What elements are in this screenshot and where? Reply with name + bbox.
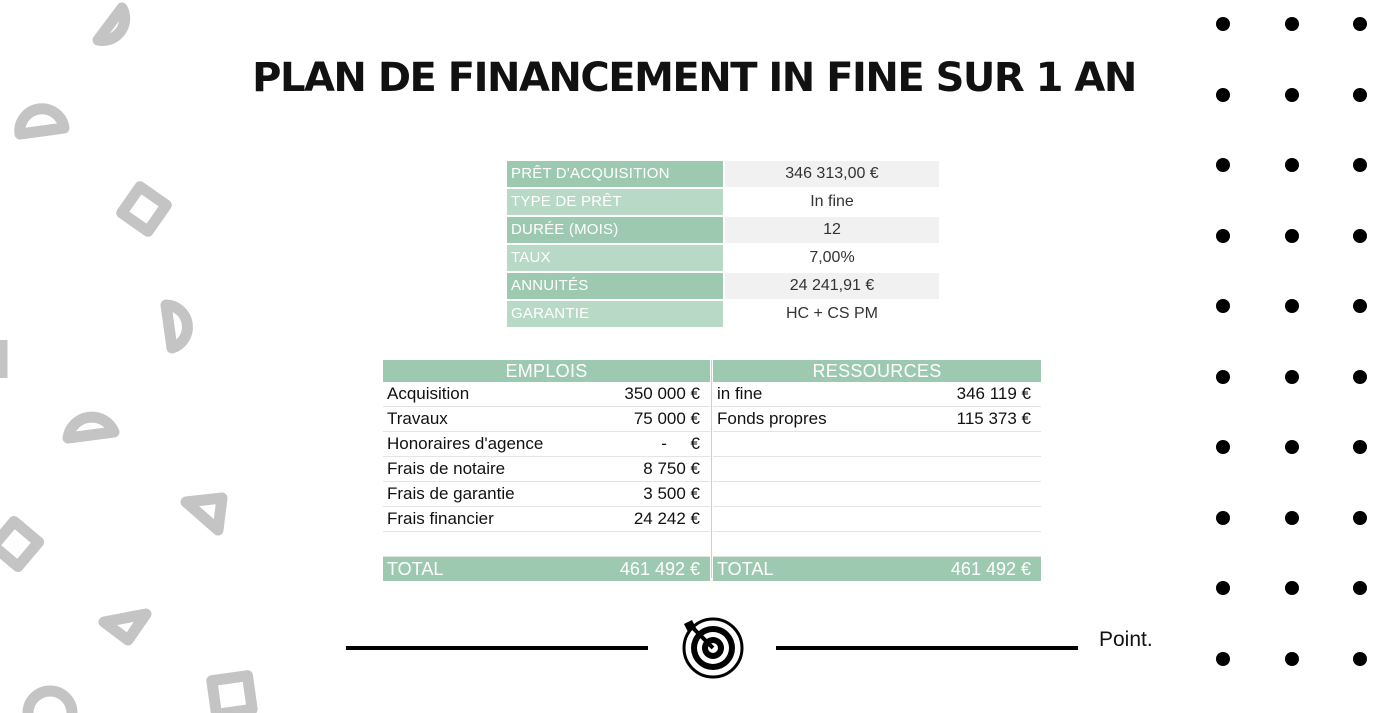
row-label: Honoraires d'agence [387,434,544,453]
dot [1216,158,1230,172]
row-label: Travaux [387,409,448,428]
emplois-table [383,360,710,581]
row-value: - € [661,434,700,453]
loan-row-duree [507,217,939,243]
dot [1285,158,1299,172]
table-row [713,407,1041,432]
dot [1353,440,1367,454]
row-value [1031,532,1041,556]
dot [1216,581,1230,595]
half-circle-shape [68,417,114,438]
dot [1285,511,1299,525]
loan-row-annuites [507,273,939,299]
triangle-shape [104,614,146,640]
loan-value: In fine [725,189,939,215]
emplois-total-row [383,557,710,581]
dot [1285,229,1299,243]
loan-label: GARANTIE [507,301,723,327]
triangle-shape [186,498,222,530]
half-circle-shape [20,109,64,134]
loan-summary-table [507,161,939,329]
ressources-table [713,360,1041,581]
dot [1216,652,1230,666]
loan-label: TAUX [507,245,723,271]
loan-label: PRÊT D'ACQUISITION [507,161,723,187]
loan-value: 7,00% [725,245,939,271]
dot [1285,581,1299,595]
dot [1216,511,1230,525]
row-value [1031,432,1041,456]
loan-row-taux [507,245,939,271]
total-label: TOTAL [387,559,444,579]
table-row [383,457,710,482]
table-row [383,382,710,407]
row-label: Frais de notaire [387,459,506,478]
row-label: Acquisition [387,384,470,403]
diamond-shape [122,187,167,232]
row-value: 346 119 € [956,384,1031,403]
loan-row-pret [507,161,939,187]
target-dart-icon [680,614,746,680]
row-value: 350 000 € [624,384,700,403]
dot [1216,370,1230,384]
row-value: 24 242 € [633,509,700,528]
loan-value: 24 241,91 € [725,273,939,299]
loan-label: TYPE DE PRÊT [507,189,723,215]
table-row [383,532,710,557]
loan-value: HC + CS PM [725,301,939,327]
table-row [713,382,1041,407]
total-value: 461 492 € [950,559,1031,579]
dot [1353,88,1367,102]
loan-label: ANNUITÉS [507,273,723,299]
row-label: Frais de garantie [387,484,515,503]
row-value: 115 373 € [956,409,1031,428]
table-row [713,507,1041,532]
table-row [713,432,1041,457]
row-value: 3 500 € [643,484,700,503]
table-row [713,482,1041,507]
dot [1285,17,1299,31]
half-circle-shape [166,305,187,348]
ressources-header: RESSOURCES [713,360,1041,382]
row-label [713,507,717,531]
loan-value: 12 [725,217,939,243]
dot [1353,229,1367,243]
row-value [1031,507,1041,531]
row-label: Frais financier [387,509,494,528]
dot [1353,158,1367,172]
table-row [383,432,710,457]
dot [1285,440,1299,454]
loan-row-type [507,189,939,215]
row-label: in fine [717,384,763,403]
dot [1353,299,1367,313]
dot [1285,299,1299,313]
half-circle-shape [28,691,72,713]
row-label [713,432,717,456]
table-row [713,532,1041,557]
row-value [1031,457,1041,481]
loan-label: DURÉE (MOIS) [507,217,723,243]
total-value: 461 492 € [619,559,700,579]
row-label: Fonds propres [717,409,827,428]
page-title: PLAN DE FINANCEMENT IN FINE SUR 1 AN [252,54,1136,101]
dot [1216,17,1230,31]
dot [1285,652,1299,666]
diamond-shape [0,521,39,566]
total-label: TOTAL [717,559,774,579]
row-label [383,532,387,556]
row-label [713,482,717,506]
dot [1353,652,1367,666]
ressources-total-row [713,557,1041,581]
decorative-shapes [0,0,270,713]
row-value: 8 750 € [643,459,700,478]
table-row [383,482,710,507]
table-row [383,407,710,432]
brand-name: Point. [1099,628,1153,651]
emplois-header: EMPLOIS [383,360,710,382]
table-row [713,457,1041,482]
dot [1285,370,1299,384]
footer-line-right [776,646,1078,650]
row-value [1031,482,1041,506]
dot [1353,370,1367,384]
dot [1353,17,1367,31]
half-circle-shape [98,8,125,41]
dot [1216,229,1230,243]
footer-line-left [346,646,648,650]
dot [1216,299,1230,313]
row-value: 75 000 € [633,409,700,428]
row-value [700,532,710,556]
row-label [713,457,717,481]
square-shape [212,676,252,713]
row-label [713,532,717,556]
loan-value: 346 313,00 € [725,161,939,187]
dot [1353,581,1367,595]
column-divider [711,360,712,578]
dot [1216,440,1230,454]
dot [1353,511,1367,525]
dot [1285,88,1299,102]
table-row [383,507,710,532]
loan-row-garantie [507,301,939,327]
dot [1216,88,1230,102]
